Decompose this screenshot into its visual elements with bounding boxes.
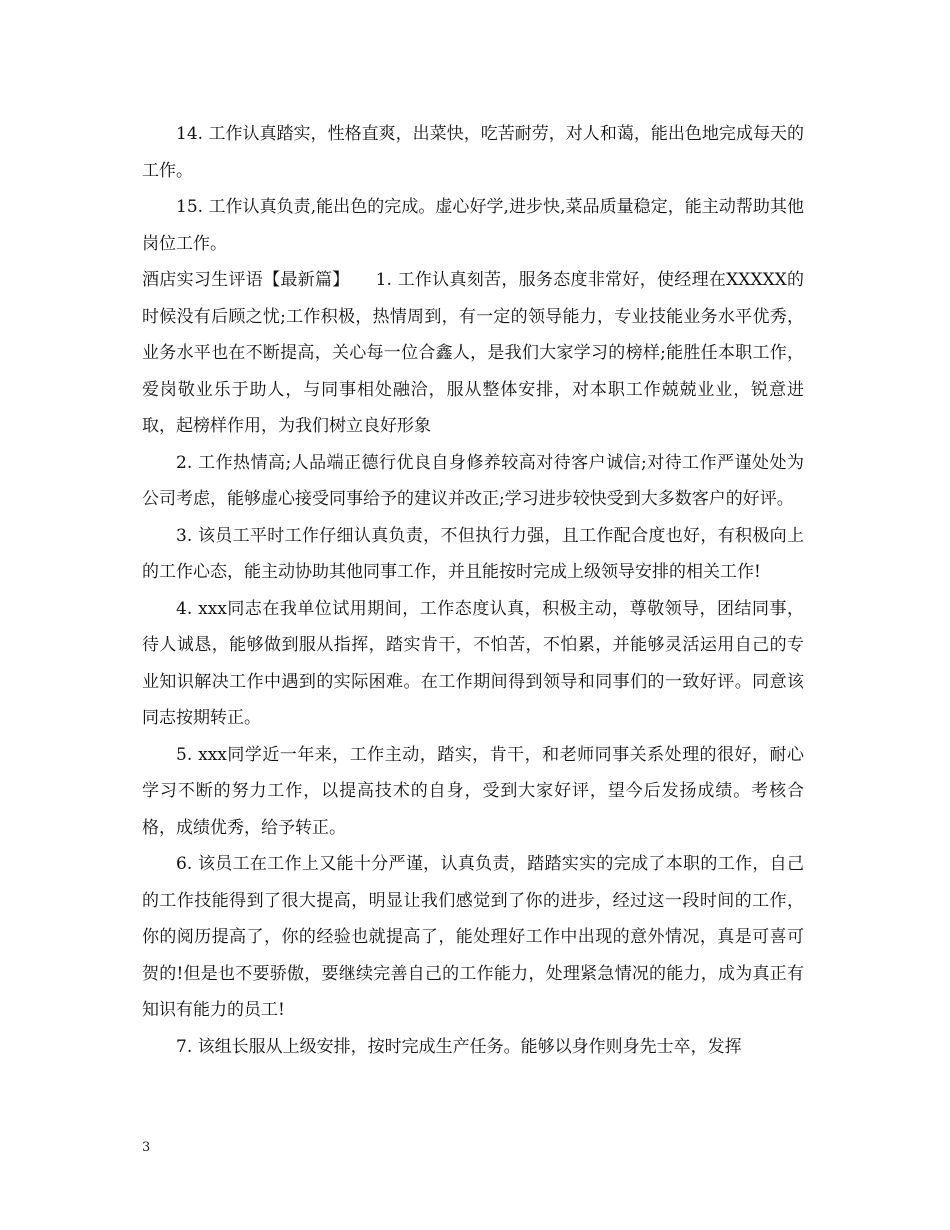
paragraph-5: 5. xxx同学近一年来，工作主动，踏实，肯干，和老师同事关系处理的很好，耐心学习不断的努力工作，以提高技术的自身，受到大家好评，望今后发扬成绩。考核合格，成绩优秀，给予转正。 bbox=[142, 744, 804, 838]
paragraph-2: 2. 工作热情高;人品端正德行优良自身修养较高对待客户诚信;对待工作严谨处处为公司考虑，能够虚心接受同事给予的建议并改正;学习进步较快受到大多数客户的好评。 bbox=[142, 452, 804, 509]
paragraph-15: 15. 工作认真负责,能出色的完成。虚心好学,进步快,菜品质量稳定，能主动帮助其他岗位工作。 bbox=[142, 197, 804, 254]
paragraph-3: 3. 该员工平时工作仔细认真负责，不但执行力强，且工作配合度也好，有积极向上的工作心态，能主动协助其他同事工作，并且能按时完成上级领导安排的相关工作! bbox=[142, 525, 804, 582]
page-number: 3 bbox=[142, 1140, 151, 1155]
paragraph-7: 7. 该组长服从上级安排，按时完成生产任务。能够以身作则身先士卒，发挥 bbox=[176, 1036, 742, 1057]
document-body bbox=[142, 116, 804, 1065]
section-heading-paragraph-1: 酒店实习生评语【最新篇】 1. 工作认真刻苦，服务态度非常好，使经理在XXXXX的时候没有后顾之忧;工作积极，热情周到，有一定的领导能力，专业技能业务水平优秀，业务水平也在不断提高，关心每一位合鑫人，是我们大家学习的榜样;能胜任本职工作，爱岗敬业乐于助人，与同事相处融洽，服从整体安排，对本职工作兢兢业业，锐意进取，起榜样作用，为我们树立良好形象 bbox=[142, 270, 804, 436]
paragraph-6: 6. 该员工在工作上又能十分严谨，认真负责，踏踏实实的完成了本职的工作，自己的工作技能得到了很大提高，明显让我们感觉到了你的进步，经过这一段时间的工作，你的阅历提高了，你的经验也就提高了，能处理好工作中出现的意外情况，真是可喜可贺的!但是也不要骄傲，要继续完善自己的工作能力，处理紧急情况的能力，成为真正有知识有能力的员工! bbox=[142, 854, 804, 1020]
paragraph-4: 4. xxx同志在我单位试用期间，工作态度认真，积极主动，尊敬领导，团结同事，待人诚恳，能够做到服从指挥，踏实肯干，不怕苦，不怕累，并能够灵活运用自己的专业知识解决工作中遇到的实际困难。在工作期间得到领导和同事们的一致好评。同意该同志按期转正。 bbox=[142, 598, 804, 728]
paragraph-14: 14. 工作认真踏实，性格直爽，出菜快，吃苦耐劳，对人和蔼，能出色地完成每天的工作。 bbox=[142, 124, 804, 181]
